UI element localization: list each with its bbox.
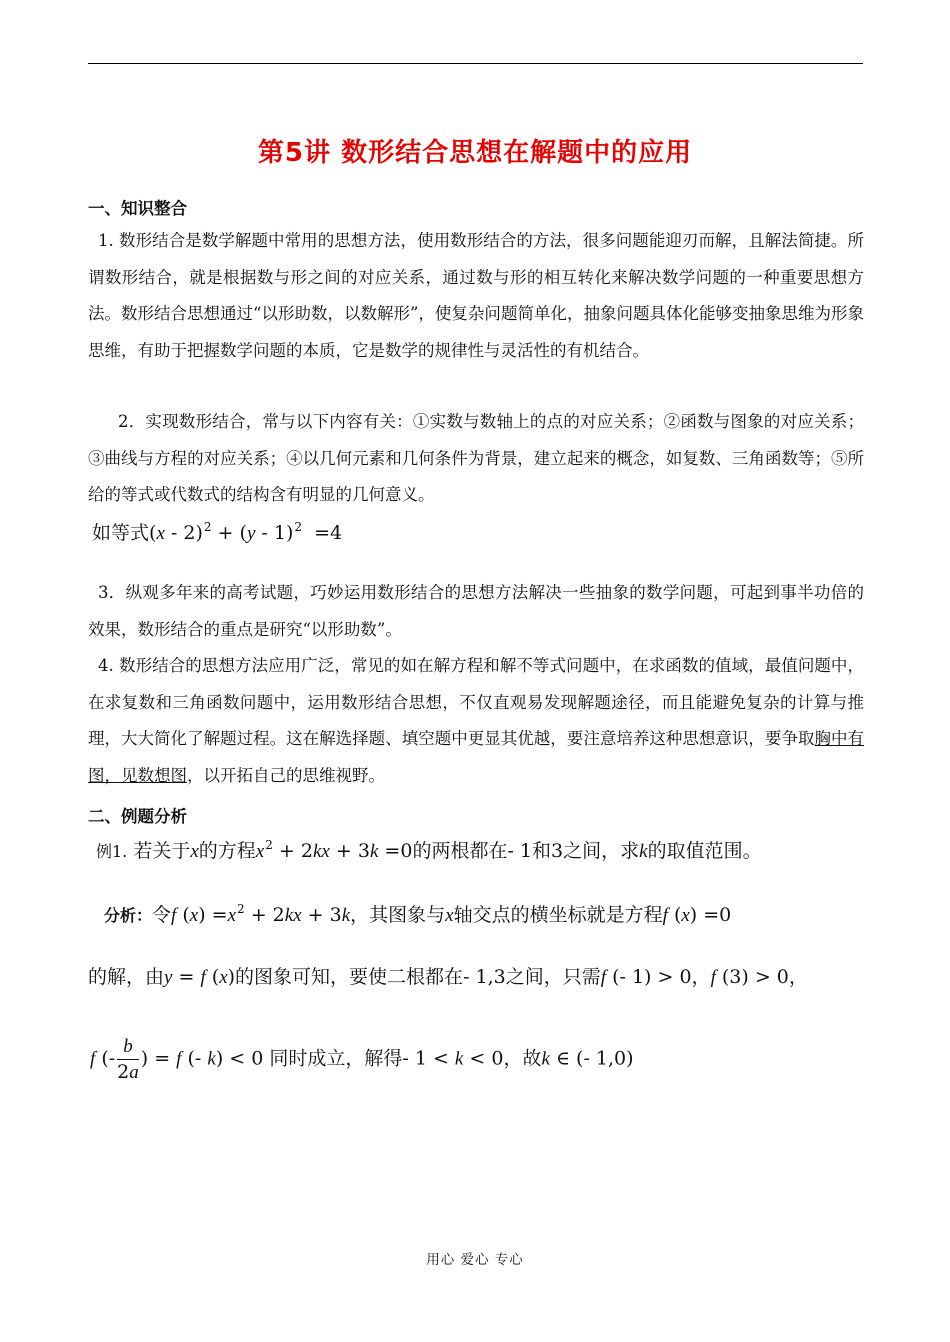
paragraph-1: 1. 数形结合是数学解题中常用的思想方法，使用数形结合的方法，很多问题能迎刃而解，且解法简捷。所谓数形结合，就是根据数与形之间的对应关系，通过数与形的相互转化来解决数学问题的一种重要思想方法。数形结合思想通过“以形助数，以数解形”，使复杂问题简单化，抽象问题具体化能够变抽象思维为形象思维，有助于把握数学问题的本质，它是数学的规律性与灵活性的有机结合。 [88,231,864,360]
paragraph-4: 4. 数形结合的思想方法应用广泛，常见的如在解方程和解不等式问题中，在求函数的值域，最值问题中，在求复数和三角函数问题中，运用数形结合思想，不仅直观易发现解题途径，而且能避免复杂的计算与推理，大大简化了解题过程。这在解选择题、填空题中更显其优越，要注意培养这种思想意识，要争取胸中有图，见数想图，以开拓自己的思维视野。 [88,656,865,785]
page-footer: 用心 爱心 专心 [426,1252,524,1268]
example-1-label: 例1. [96,842,128,861]
page-title: 第5讲 数形结合思想在解题中的应用 [257,138,693,168]
underlined-phrase: 胸中有图，见数想图 [88,729,865,785]
paragraph-2: 2．实现数形结合，常与以下内容有关：①实数与数轴上的点的对应关系；②函数与图象的对应关系；③曲线与方程的对应关系；④以几何元素和几何条件为背景，建立起来的概念，如复数、三角函数等；⑤所给的等式或代数式的结构含有明显的几何意义。 [88,412,864,504]
solution-line: 的解，由y = f (x)的图象可知，要使二根都在- 1,3之间，只需f (- 1) > 0，f (3) > 0， [88,966,808,988]
section-heading-knowledge: 一、知识整合 [88,199,187,218]
header-rule [88,63,863,64]
analysis-line: 分析：令f $(x) =x^2 + 2kx + 3k$，其图象与x轴交点的横坐标就是方程f (x) =0 [104,902,732,926]
fraction-b-over-2a: $\frac{b}{2a}$ [117,1036,139,1083]
paragraph-3: 3．纵观多年来的高考试题，巧妙运用数形结合的思想方法解决一些抽象的数学问题，可起到事半功倍的效果，数形结合的重点是研究“以形助数”。 [88,583,864,639]
analysis-label: 分析： [104,906,153,925]
example-1-statement: 例1. 若关于x的方程$x^2 + 2kx + 3k =0$的两根都在- 1和3之间，求k的取值范围。 [96,838,762,862]
example-equation: 如等式(x - 2)$^2$ + (y - 1)$^2$ =4 [92,520,343,544]
final-condition-line: f (- $\frac{b}{2a}$ ) = f (- k) < 0 同时成立，解得- 1 < k < 0，故k ∈ (- 1,0) [90,1036,634,1083]
section-heading-examples: 二、例题分析 [88,807,187,826]
